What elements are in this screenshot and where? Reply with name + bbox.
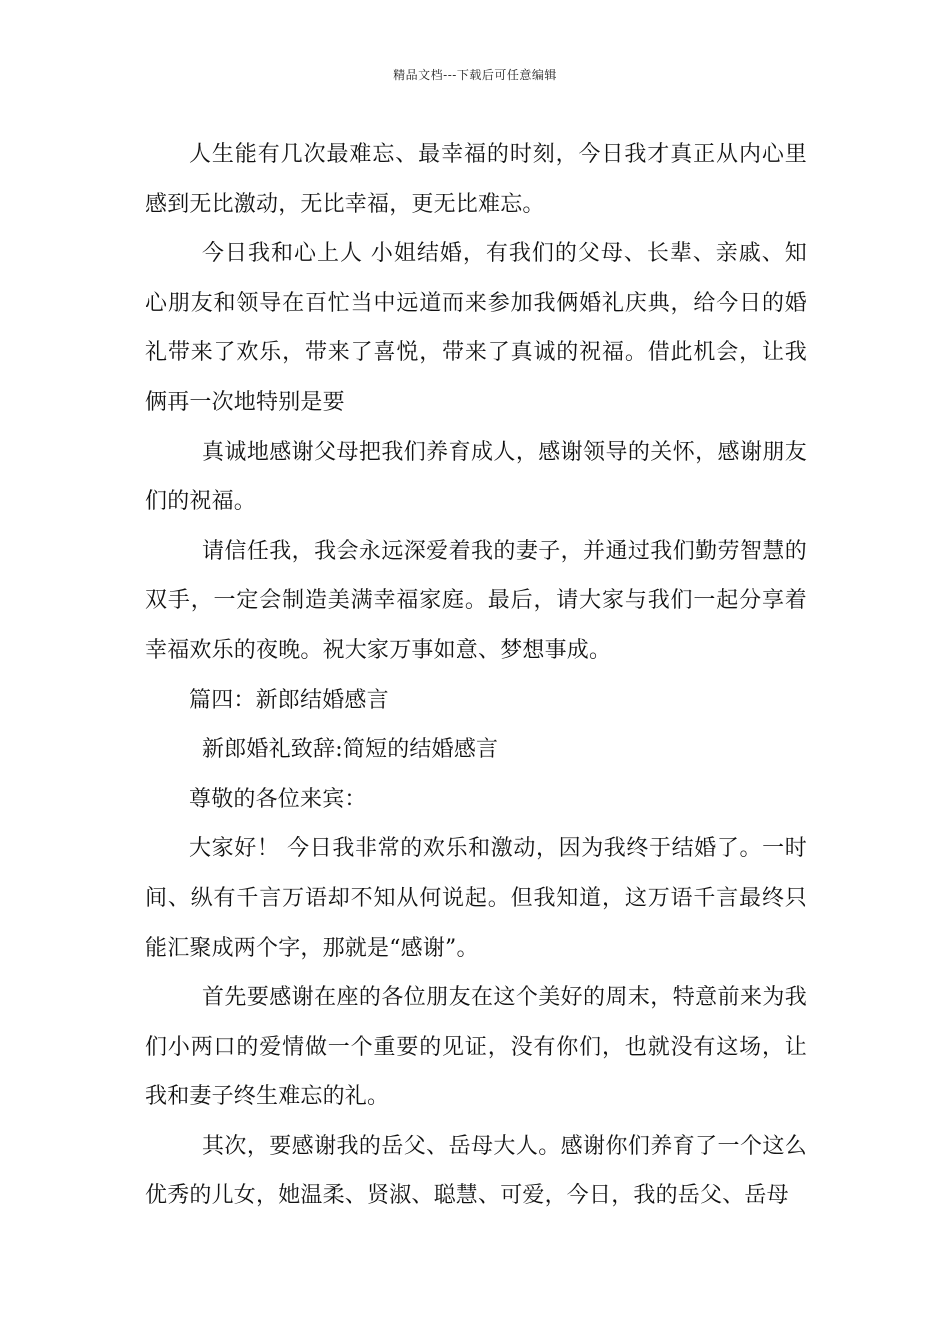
- paragraph-4: 请信任我，我会永远深爱着我的妻子，并通过我们勤劳智慧的双手，一定会制造美满幸福家庭。最后，请大家与我们一起分享着幸福欢乐的夜晚。祝大家万事如意、梦想事成。: [145, 538, 807, 663]
- paragraph-7: 其次，要感谢我的岳父、岳母大人。感谢你们养育了一个这么优秀的儿女，她温柔、贤淑、聪慧、可爱，今日，我的岳父、岳母: [145, 1133, 807, 1209]
- paragraph-3: 真诚地感谢父母把我们养育成人，感谢领导的关怀，感谢朋友们的祝福。: [145, 439, 807, 515]
- section-subtitle: 新郎婚礼致辞:简短的结婚感言: [202, 737, 499, 763]
- document-body: [145, 130, 807, 1221]
- salutation: 尊敬的各位来宾：: [189, 786, 367, 812]
- paragraph-2: 今日我和心上人 小姐结婚，有我们的父母、长辈、亲戚、知心朋友和领导在百忙当中远道而来参加我俩婚礼庆典，给今日的婚礼带来了欢乐，带来了喜悦，带来了真诚的祝福。借此机会，让我俩再一次地特别是要: [145, 241, 807, 415]
- paragraph-1: 人生能有几次最难忘、最幸福的时刻，今日我才真正从内心里感到无比激动，无比幸福，更无比难忘。: [145, 142, 807, 217]
- section-heading: 篇四：新郎结婚感言: [189, 687, 389, 713]
- paragraph-5: 大家好！ 今日我非常的欢乐和激动，因为我终于结婚了。一时间、纵有千言万语却不知从何说起。但我知道，这万语千言最终只能汇聚成两个字，那就是“感谢”。: [145, 836, 807, 961]
- page-header: 精品文档---下载后可任意编辑: [393, 68, 557, 82]
- paragraph-6: 首先要感谢在座的各位朋友在这个美好的周末，特意前来为我们小两口的爱情做一个重要的见证，没有你们，也就没有这场，让我和妻子终生难忘的礼。: [145, 985, 807, 1110]
